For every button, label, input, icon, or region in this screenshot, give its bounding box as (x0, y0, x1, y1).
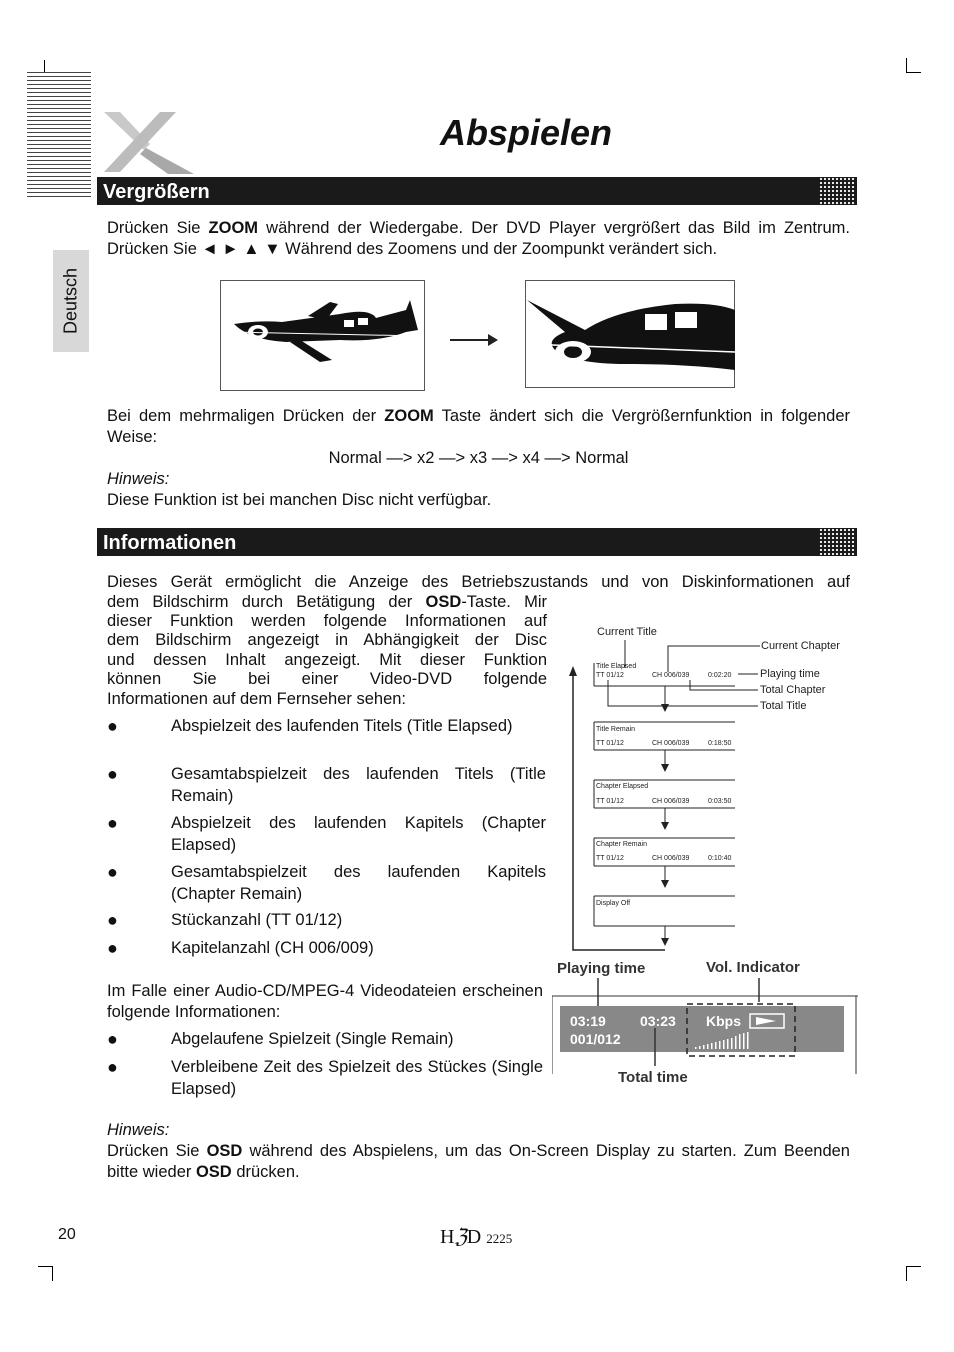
osd-chapter-number: CH 006/039 (652, 855, 690, 862)
osd-mode: Title Elapsed (596, 663, 637, 670)
info-intro-line: Informationen auf dem Fernseher sehen: (107, 689, 407, 708)
cd-bitrate-label: Kbps (706, 1013, 741, 1029)
bullet-icon: ● (107, 716, 118, 736)
model-number: 2225 (486, 1231, 513, 1246)
label-vol-indicator: Vol. Indicator (706, 959, 800, 976)
zoom-note-label: Hinweis: (107, 470, 170, 488)
osd-chapter-number: CH 006/039 (652, 740, 690, 747)
bullet-icon: ● (107, 938, 118, 958)
list-item (107, 1057, 547, 1101)
label-cd-playing-time: Playing time (557, 960, 646, 977)
list-item (107, 1029, 547, 1051)
bullet-icon: ● (107, 862, 118, 882)
list-item-text: Verbleibene Zeit des Spielzeit des Stückes (Single Elapsed) (171, 1058, 543, 1098)
text: während des Abspielens, um das On-Screen Display zu starten. Zum Beenden bitte wieder (107, 1142, 850, 1181)
cd-track-number: 001/012 (570, 1031, 621, 1047)
bullet-icon: ● (107, 1057, 118, 1077)
heading-dot-pattern (819, 177, 855, 205)
info-intro-line: Dieses Gerät ermöglicht die Anzeige des Betriebszustands und von Diskinformationen auf (107, 573, 850, 591)
osd-screen-title-remain (594, 722, 735, 750)
zoom-paragraph-2 (107, 406, 850, 448)
info-intro-line (107, 592, 547, 612)
page-title: Abspielen (440, 112, 613, 153)
keyword-osd: OSD (206, 1142, 243, 1160)
arrow-right-icon (450, 330, 500, 350)
osd-screen-chapter-elapsed (594, 780, 735, 808)
list-item-text: Gesamtabspielzeit des laufenden Kapitels (Chapter Remain) (171, 863, 546, 903)
model-name: HℨD 2225 (440, 1226, 513, 1248)
zoom-note-text: Diese Funktion ist bei manchen Disc nicht verfügbar. (107, 491, 492, 509)
list-item (107, 716, 547, 760)
list-item-text: Abgelaufene Spielzeit (Single Remain) (171, 1030, 454, 1048)
keyword-zoom: ZOOM (384, 407, 434, 425)
list-item (107, 813, 547, 857)
list-item-text: Abspielzeit des laufenden Kapitels (Chapter Elapsed) (171, 814, 546, 854)
keyword-zoom: ZOOM (208, 219, 259, 237)
model-prefix: H (440, 1226, 455, 1248)
header-stripes (27, 72, 91, 198)
osd-chapter-number: CH 006/039 (652, 672, 690, 679)
cd-time-played: 03:19 (570, 1013, 606, 1029)
section-heading-zoom (97, 177, 857, 205)
osd-screen-title-elapsed (594, 663, 735, 686)
zoom-paragraph-1 (107, 218, 850, 260)
osd-mode: Display Off (596, 900, 631, 907)
bullet-icon: ● (107, 910, 118, 930)
heading-dot-pattern (819, 528, 855, 556)
info-note-label: Hinweis: (107, 1121, 170, 1139)
osd-time: 0:02:20 (708, 672, 732, 679)
text: dem Bildschirm durch Betätigung der (107, 593, 426, 611)
list-item-text: Stückanzahl (TT 01/12) (171, 911, 343, 929)
list-item (107, 938, 547, 960)
osd-time: 0:10:40 (708, 855, 732, 862)
osd-chapter-number: CH 006/039 (652, 798, 690, 805)
text: Drücken Sie (107, 1142, 207, 1160)
airplane-normal-image (220, 280, 425, 391)
bullet-icon: ● (107, 813, 118, 833)
label-playing-time: Playing time (760, 668, 820, 680)
section-heading-info (97, 528, 857, 556)
info-intro-line: dem Bildschirm angezeigt in Abhängigkeit der Disc (107, 631, 547, 650)
osd-title-number: TT 01/12 (596, 855, 624, 862)
crop-mark-top-right (906, 58, 921, 73)
list-item (107, 764, 547, 808)
label-cd-total-time: Total time (618, 1069, 688, 1086)
cd-intro: Im Falle einer Audio-CD/MPEG-4 Videodateien erscheinen folgende Informationen: (107, 982, 543, 1021)
text: während der Wiedergabe. Der DVD Player vergrößert das Bild im Zentrum. Drücken Sie ◄ ► ▲ ▼ Während des Zoomens und der Zoompunkt verändert sich. (107, 219, 850, 258)
osd-time: 0:03:50 (708, 798, 732, 805)
page-number: 20 (58, 1226, 76, 1243)
text: drücken. (231, 1163, 300, 1181)
airplane-zoomed-image (525, 280, 735, 388)
bullet-icon: ● (107, 764, 118, 784)
osd-title-number: TT 01/12 (596, 740, 624, 747)
text: Drücken Sie (107, 219, 209, 237)
info-intro-line: können Sie bei einer Video-DVD folgende (107, 670, 547, 689)
language-tab (53, 250, 89, 352)
list-item (107, 862, 547, 906)
keyword-osd: OSD (425, 593, 462, 611)
brand-x-logo (98, 110, 198, 176)
label-total-chapter: Total Chapter (760, 684, 826, 696)
model-mid: D (466, 1226, 482, 1248)
crop-mark-bottom-left (38, 1266, 53, 1281)
osd-mode: Chapter Elapsed (596, 783, 649, 790)
osd-title-number: TT 01/12 (596, 798, 624, 805)
crop-mark-bottom-right (906, 1266, 921, 1281)
osd-mode: Chapter Remain (596, 841, 647, 848)
keyword-osd: OSD (195, 1163, 232, 1181)
info-intro-line: und dessen Inhalt angezeigt. Mit dieser Funktion (107, 650, 547, 669)
text: Bei dem mehrmaligen Drücken der (107, 407, 385, 425)
zoom-sequence: Normal —> x2 —> x3 —> x4 —> Normal (328, 449, 629, 467)
osd-screen-chapter-remain (594, 838, 735, 866)
cd-time-total: 03:23 (640, 1013, 676, 1029)
section-heading-info-text: Informationen (103, 532, 237, 554)
list-item (107, 910, 547, 932)
info-note-text (107, 1141, 850, 1183)
list-item-text: Kapitelanzahl (CH 006/009) (171, 939, 374, 957)
list-item-text: Gesamtabspielzeit des laufenden Titels (Title Remain) (171, 765, 546, 805)
osd-title-number: TT 01/12 (596, 672, 624, 679)
osd-time: 0:18:50 (708, 740, 732, 747)
bullet-icon: ● (107, 1029, 118, 1049)
section-heading-zoom-text: Vergrößern (103, 181, 210, 203)
list-item-text: Abspielzeit des laufenden Titels (Title Elapsed) (171, 717, 513, 735)
osd-cycle-diagram (560, 620, 860, 955)
label-total-title: Total Title (760, 700, 807, 712)
osd-mode: Title Remain (596, 726, 636, 733)
text: Taste ändert sich die Vergrößernfunktion in folgender Weise: (107, 407, 851, 446)
info-intro-line: dieser Funktion werden folgende Informationen auf (107, 612, 547, 630)
osd-screen-display-off (594, 896, 735, 926)
label-current-chapter: Current Chapter (761, 640, 840, 652)
text: -Taste. Mir (461, 593, 547, 611)
label-current-title: Current Title (597, 626, 657, 638)
cd-osd-diagram (552, 956, 858, 1086)
language-tab-label: Deutsch (60, 267, 81, 335)
